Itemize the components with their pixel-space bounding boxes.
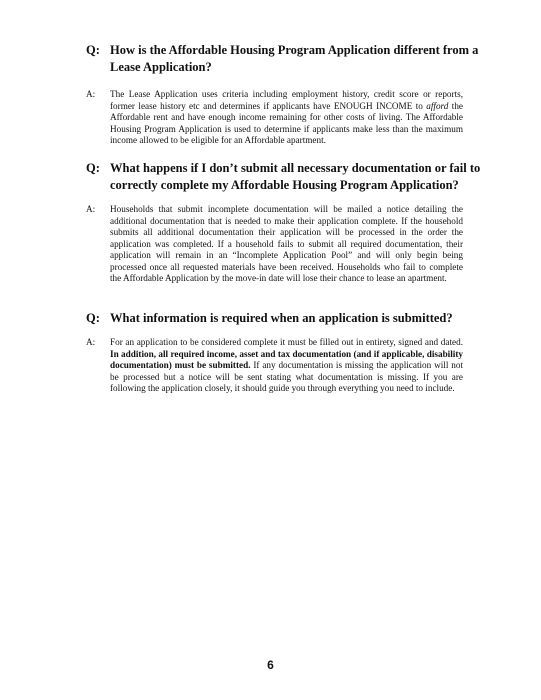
answer-text (110, 337, 463, 395)
answer-text (110, 89, 463, 147)
question-text: What information is required when an application is submitted? (110, 311, 453, 325)
answer-text-part: For an application to be considered complete it must be filled out in entirety, signed and dated. (110, 337, 463, 347)
question-label: Q: (86, 161, 100, 175)
answer-label: A: (86, 204, 96, 214)
answer-label: A: (86, 89, 96, 99)
answer-text: Households that submit incomplete documentation will be mailed a notice detailing the additional documentation that is needed to make their application complete. If the household submits all additional documentation their application will be processed in the order the application was completed. If a household fails to submit all required documentation, their application will remain in an “Incomplete Application Pool” and will only begin being processed once all requested materials have been received. Households who fail to complete the Affordable Application by the move-in date will lose their chance to lease an apartment. (110, 204, 463, 283)
question-text: What happens if I don’t submit all necessary documentation or fail to correctly complete my Affordable Housing Program Application? (110, 161, 481, 192)
page-number: 6 (267, 658, 274, 672)
question-label: Q: (86, 311, 100, 325)
answer-text-part: the Affordable rent and have enough income remaining for other costs of living. The Affordable Housing Program Application is used to determine if applicants make less than the maximum income allowed to be eligible for an Affordable apartment. (110, 100, 463, 145)
answer-bold: In addition, all required income, asset and tax documentation (and if applicable, disability documentation) must be submitted. (110, 348, 463, 370)
answer-emphasis: afford (426, 100, 449, 111)
answer-text-part: If any documentation is missing the application will not be processed but a notice will be sent stating what documentation is missing. If you are following the application closely, it should guide you through everything you need to include. (110, 360, 463, 393)
question-text: How is the Affordable Housing Program Application different from a Lease Application? (110, 43, 479, 74)
answer-label: A: (86, 337, 96, 347)
answer-text-part: The Lease Application uses criteria including employment history, credit score or reports, former lease history etc and determines if applicants have ENOUGH INCOME to (110, 89, 463, 111)
question-label: Q: (86, 43, 100, 57)
